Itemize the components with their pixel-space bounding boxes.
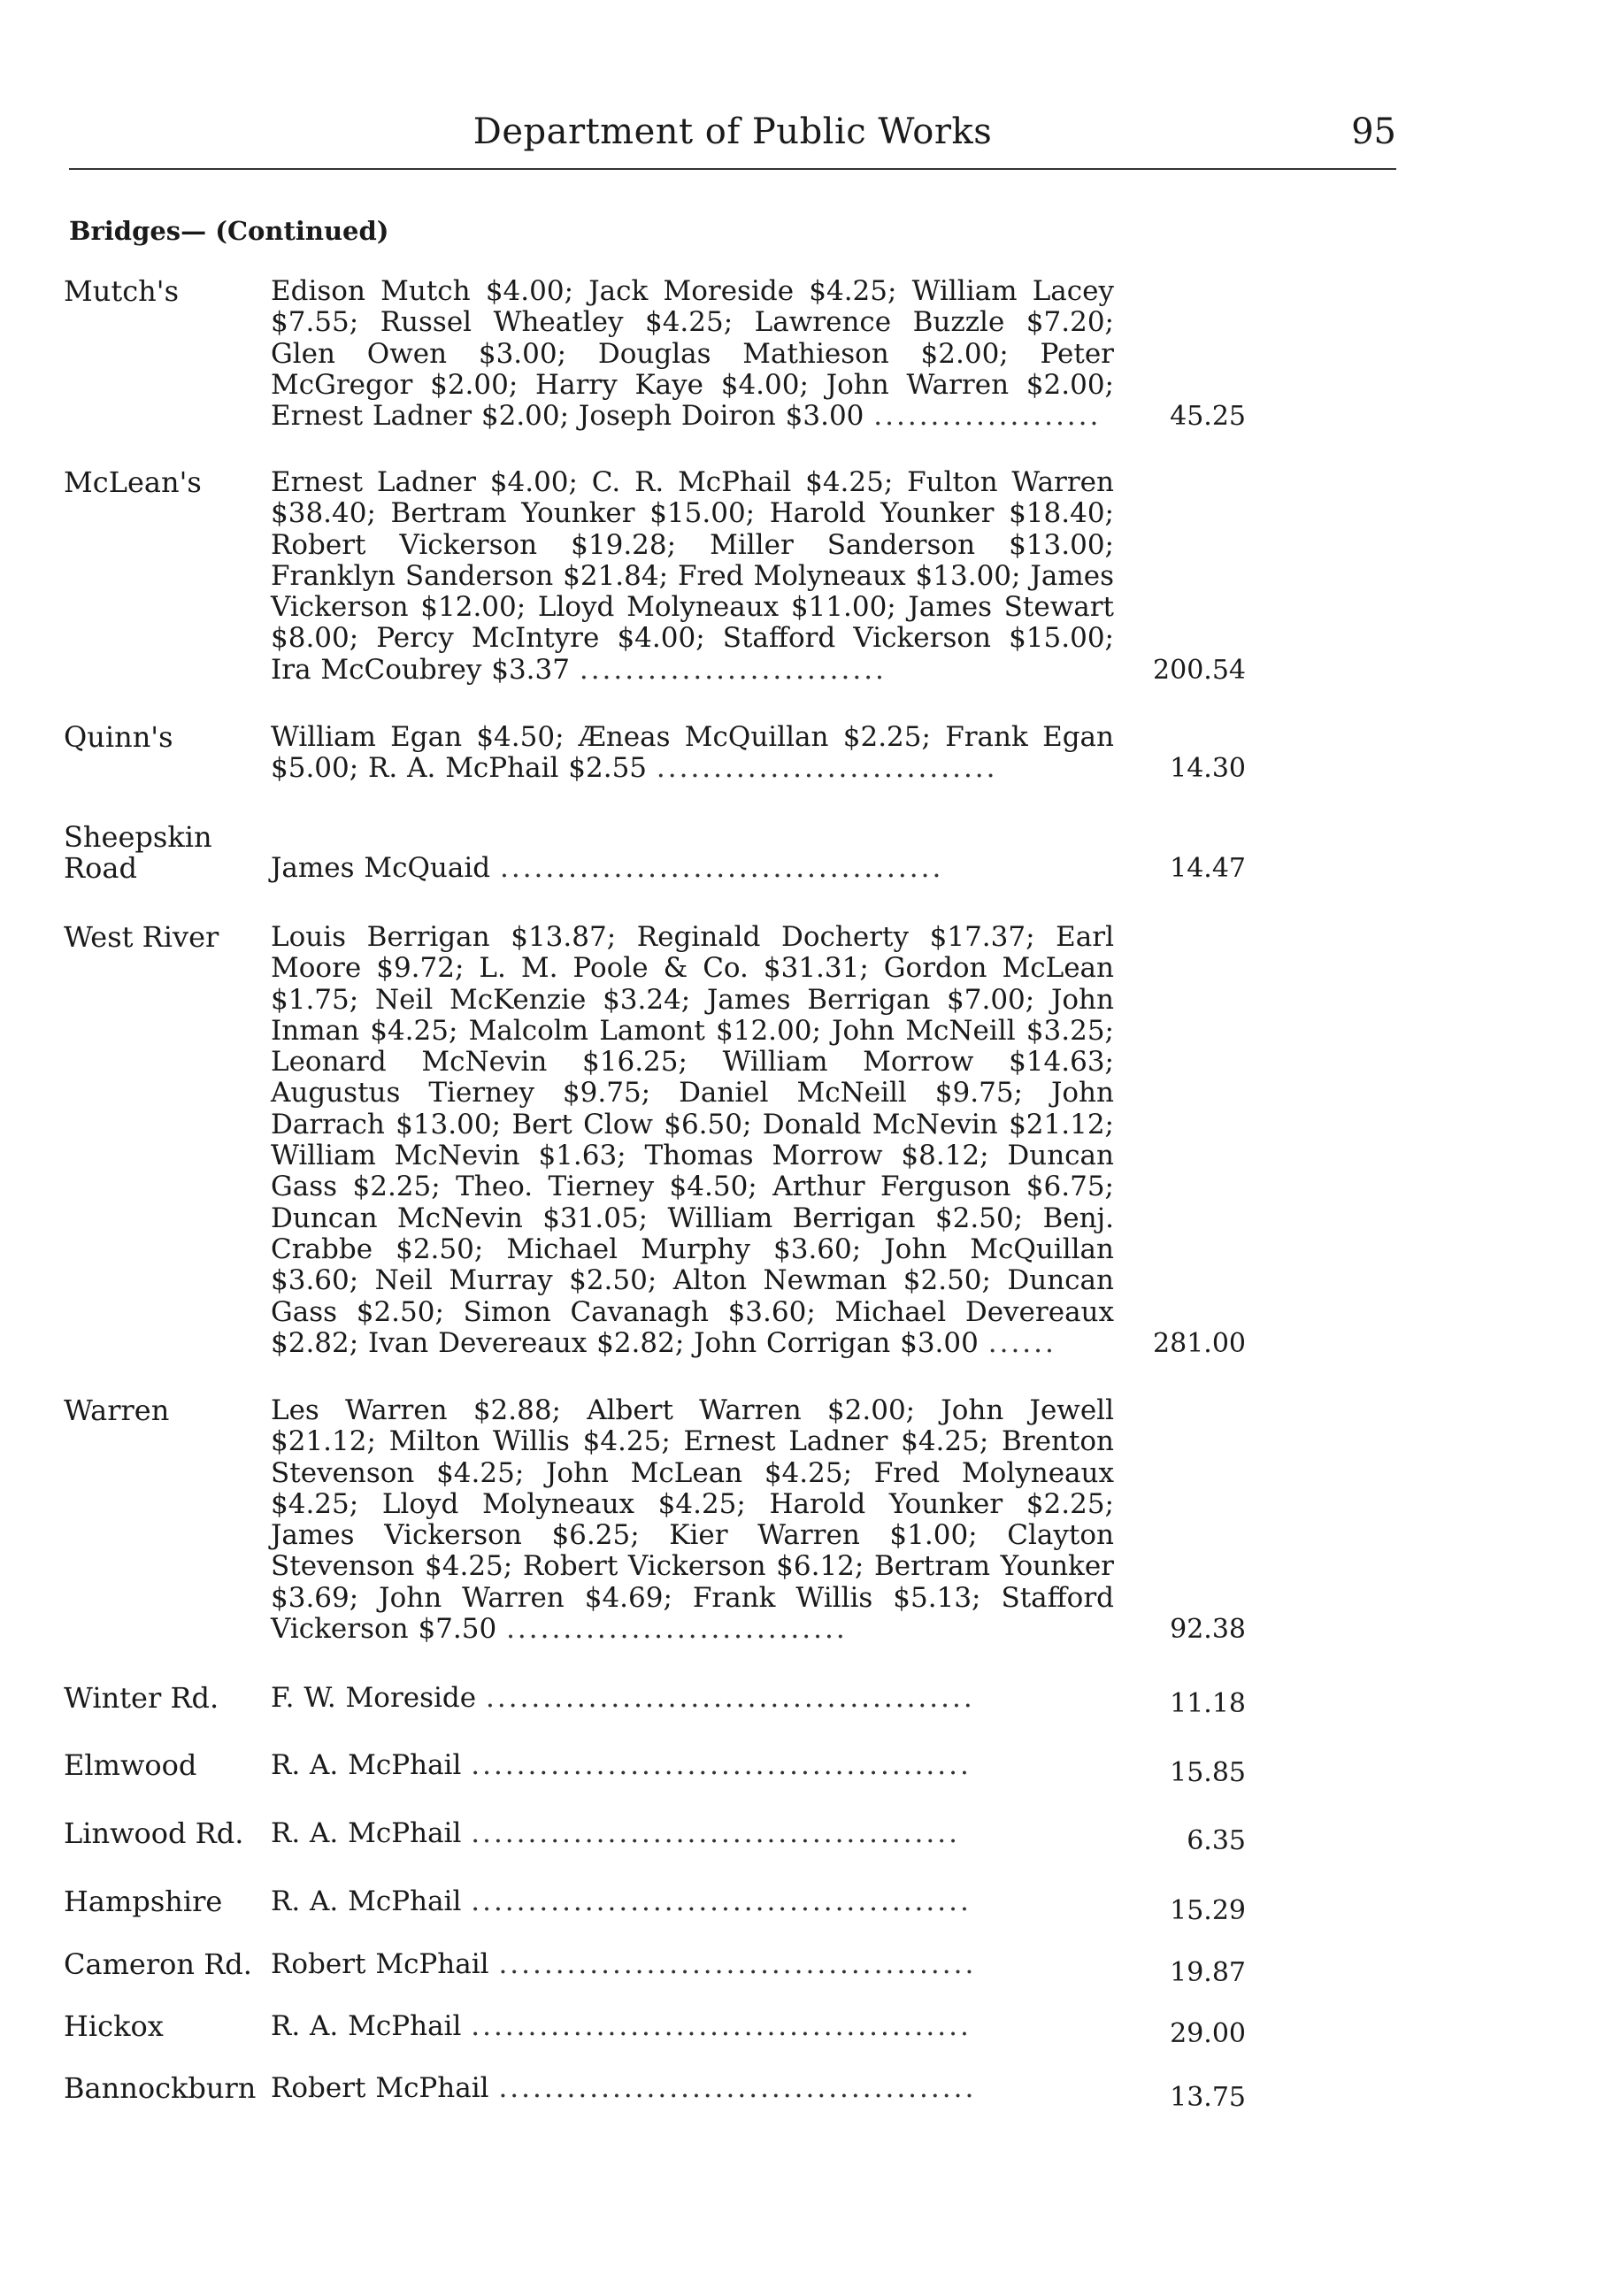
- section-heading: Bridges— (Continued): [69, 216, 389, 246]
- payment-details: [271, 722, 1114, 785]
- bridge-amount: 15.85: [1170, 1757, 1246, 1788]
- bridge-amount: 29.00: [1170, 2018, 1246, 2049]
- payment-text: William Egan $4.50; Æneas McQuillan $2.25; Frank Egan $5.00; R. A. McPhail $2.55: [271, 721, 1114, 785]
- dot-leader: ....................: [873, 400, 1102, 433]
- payment-details: [271, 2073, 1114, 2104]
- bridge-name: Cameron Rd.: [64, 1947, 252, 1981]
- payment-details: [271, 1395, 1114, 1645]
- payment-text: R. A. McPhail: [271, 2010, 462, 2042]
- payment-text: Robert McPhail: [271, 1948, 489, 1980]
- bridge-amount: 281.00: [1153, 1328, 1246, 1359]
- bridge-name: West River: [64, 920, 219, 954]
- payment-details: [271, 853, 1114, 884]
- payment-details: [271, 922, 1114, 1359]
- payment-text: R. A. McPhail: [271, 1817, 462, 1849]
- payment-text: Louis Berrigan $13.87; Reginald Docherty $17.37; Earl Moore $9.72; L. M. Poole & Co. $31.31; Gordon McLean $1.75; Neil McKenzie $3.24; James Berrigan $7.00; John Inman $4.25; Malcolm Lamont $12.00; John McNeill $3.25; Leonard McNevin $16.25; William Morrow $14.63; Augustus Tierney $9.75; Daniel McNeill $9.75; John Darrach $13.00; Bert Clow $6.50; Donald McNevin $21.12; William McNevin $1.63; Thomas Morrow $8.12; Duncan Gass $2.25; Theo. Tierney $4.50; Arthur Ferguson $6.75; Duncan McNevin $31.05; William Berrigan $2.50; Benj. Crabbe $2.50; Michael Murphy $3.60; John McQuillan $3.60; Neil Murray $2.50; Alton Newman $2.50; Duncan Gass $2.50; Simon Cavanagh $3.60; Michael Devereaux $2.82; Ivan Devereaux $2.82; John Corrigan $3.00: [271, 921, 1114, 1359]
- dot-leader: ............................................: [471, 1749, 972, 1781]
- payment-details: [271, 1886, 1114, 1917]
- payment-text: F. W. Moreside: [271, 1682, 477, 1714]
- dot-leader: .......................................: [500, 852, 944, 884]
- dot-leader: ..........................................: [498, 2072, 977, 2104]
- dot-leader: ............................................: [471, 1885, 972, 1917]
- bridge-amount: 92.38: [1170, 1614, 1246, 1645]
- payment-details: [271, 1683, 1114, 1714]
- dot-leader: ..............................: [656, 752, 998, 785]
- bridge-amount: 19.87: [1170, 1957, 1246, 1988]
- payment-details: [271, 1818, 1114, 1849]
- bridge-amount: 14.47: [1170, 853, 1246, 884]
- payment-details: [271, 2011, 1114, 2042]
- payment-text: R. A. McPhail: [271, 1885, 462, 1917]
- dot-leader: ..........................................: [498, 1948, 977, 1980]
- bridge-name: Winter Rd.: [64, 1681, 219, 1715]
- bridge-amount: 6.35: [1187, 1825, 1246, 1856]
- bridge-name: Mutch's: [64, 274, 179, 308]
- payment-details: [271, 1949, 1114, 1980]
- payment-details: [271, 276, 1114, 432]
- bridge-amount: 13.75: [1170, 2082, 1246, 2113]
- payment-text: Edison Mutch $4.00; Jack Moreside $4.25; William Lacey $7.55; Russel Wheatley $4.25; Lawrence Buzzle $7.20; Glen Owen $3.00; Douglas Mathieson $2.00; Peter McGregor $2.00; Harry Kaye $4.00; John Warren $2.00; Ernest Ladner $2.00; Joseph Doiron $3.00: [271, 275, 1114, 433]
- page-number: 95: [1351, 111, 1396, 152]
- bridge-name: Elmwood: [64, 1748, 197, 1782]
- bridge-amount: 11.18: [1170, 1688, 1246, 1719]
- bridge-name: Bannockburn: [64, 2071, 257, 2105]
- bridge-name: McLean's: [64, 465, 202, 499]
- page-title: Department of Public Works: [472, 111, 993, 152]
- page-header: [69, 104, 1396, 170]
- payment-text: Ernest Ladner $4.00; C. R. McPhail $4.25; Fulton Warren $38.40; Bertram Younker $15.00; Harold Younker $18.40; Robert Vickerson $19.28; Miller Sanderson $13.00; Franklyn Sanderson $21.84; Fred Molyneaux $13.00; James Vickerson $12.00; Lloyd Molyneaux $11.00; James Stewart $8.00; Percy McIntyre $4.00; Stafford Vickerson $15.00; Ira McCoubrey $3.37: [271, 466, 1114, 686]
- bridge-amount: 45.25: [1170, 401, 1246, 432]
- payment-text: James McQuaid: [271, 852, 491, 884]
- bridge-name: Warren: [64, 1394, 170, 1427]
- dot-leader: ......: [987, 1326, 1056, 1359]
- dot-leader: ...........................................: [471, 1817, 960, 1849]
- payment-text: R. A. McPhail: [271, 1749, 462, 1781]
- payment-text: Robert McPhail: [271, 2072, 489, 2104]
- bridge-name: Hampshire: [64, 1885, 223, 1918]
- payment-details: [271, 1750, 1114, 1781]
- dot-leader: ...........................: [579, 653, 887, 686]
- dot-leader: ...........................................: [485, 1682, 975, 1714]
- bridge-amount: 200.54: [1153, 655, 1246, 686]
- dot-leader: ............................................: [471, 2010, 972, 2042]
- payment-text: Les Warren $2.88; Albert Warren $2.00; John Jewell $21.12; Milton Willis $4.25; Ernest Ladner $4.25; Brenton Stevenson $4.25; John McLean $4.25; Fred Molyneaux $4.25; Lloyd Molyneaux $4.25; Harold Younker $2.25; James Vickerson $6.25; Kier Warren $1.00; Clayton Stevenson $4.25; Robert Vickerson $6.12; Bertram Younker $3.69; John Warren $4.69; Frank Willis $5.13; Stafford Vickerson $7.50: [271, 1394, 1114, 1646]
- bridge-name: Linwood Rd.: [64, 1816, 244, 1850]
- bridge-amount: 14.30: [1170, 753, 1246, 784]
- bridge-amount: 15.29: [1170, 1895, 1246, 1926]
- bridge-name: Hickox: [64, 2009, 164, 2043]
- payment-details: [271, 467, 1114, 686]
- bridge-name: Sheepskin Road: [64, 820, 212, 885]
- bridge-name: Quinn's: [64, 720, 173, 754]
- dot-leader: ..............................: [506, 1613, 848, 1646]
